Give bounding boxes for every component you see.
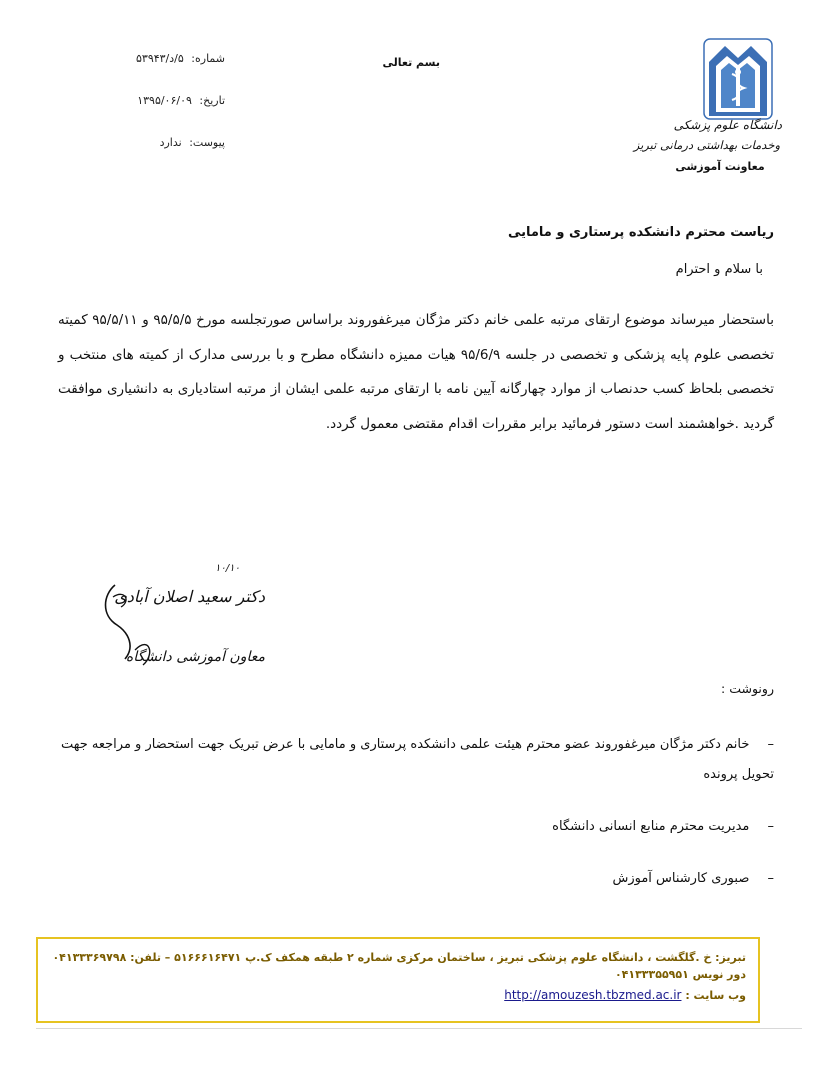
letter-number-value: ۵/د/۵۳۹۴۳ [136, 52, 184, 65]
letter-date-label: تاریخ: [199, 94, 225, 107]
signature-mark: ۱۰/۱۰ [215, 563, 240, 574]
cc-item-text: مدیریت محترم منابع انسانی دانشگاه [552, 819, 750, 834]
letter-number-label: شماره: [191, 52, 225, 65]
letter-date [85, 94, 225, 107]
cc-bullet: – [767, 819, 774, 834]
footer-address: تبریز: خ .گلگشت ، دانشگاه علوم پزشکی تبریز ، ساختمان مرکزی شماره ۲ طبقه همکف ک.پ ۵۱۶۶۶۱۶۴۷۱ – تلفن: ۰۴۱۳۳۳۶۹۷۹۸ دور نویس ۰۴۱۳۳۳۵۵۹۵۱ [52, 951, 746, 981]
greeting: با سلام و احترام [675, 262, 763, 277]
recipient: ریاست محترم دانشکده پرستاری و مامایی [507, 225, 774, 240]
bottom-divider [36, 1028, 802, 1029]
letter-attachment-value: ندارد [159, 136, 182, 149]
cc-label: رونوشت : [721, 681, 774, 696]
university-emblem-icon [703, 38, 773, 120]
letter-date-value: ۱۳۹۵/۰۶/۰۹ [137, 94, 192, 107]
signatory-title: معاون آموزشی دانشگاه [125, 649, 265, 665]
cc-item-1 [56, 730, 774, 790]
letter-attachment [85, 136, 225, 149]
cc-item-text: خانم دکتر مژگان میرغفوروند عضو محترم هیئت علمی دانشکده پرستاری و مامایی با عرض تبریک جهت استحضار و مراجعه جهت تحویل پرونده [60, 737, 774, 782]
cc-bullet: – [767, 871, 774, 886]
letter-number [85, 52, 225, 65]
footer-website-link[interactable]: http://amouzesh.tbzmed.ac.ir [504, 988, 682, 1002]
logo-university-name: دانشگاه علوم پزشکی [673, 118, 782, 132]
cc-bullet: – [767, 737, 774, 752]
basmala: بسم تعالی [382, 56, 440, 69]
cc-item-text: صبوری کارشناس آموزش [612, 871, 750, 886]
footer-text [52, 949, 746, 1004]
letter-attachment-label: پیوست: [189, 136, 225, 149]
signatory-name: دکتر سعید اصلان آبادی [114, 587, 265, 606]
department-name: معاونت آموزشی [675, 160, 765, 173]
university-logo [703, 38, 773, 120]
footer-website-label: وب سایت : [685, 989, 746, 1002]
footer-website-row [52, 987, 746, 1004]
footer-contact-box [36, 937, 760, 1023]
signature-stroke-icon [95, 555, 265, 685]
cc-item-3 [56, 864, 774, 894]
logo-university-subtitle: وخدمات بهداشتی درمانی تبریز [633, 138, 780, 152]
signature-block [95, 555, 265, 685]
cc-item-2 [56, 812, 774, 842]
letter-body: باستحضار میرساند موضوع ارتقای مرتبه علمی خانم دکتر مژگان میرغفوروند براساس صورتجلسه مورخ ۹۵/۵/۵ و ۹۵/۵/۱۱ کمیته تخصصی علوم پایه پزشکی و تخصصی در جلسه ۹۵/6/۹ هیات ممیزه دانشگاه مطرح و با بررسی مدارک از کمیته های منتخب و تخصصی بلحاظ کسب حدنصاب از موارد چهارگانه آیین نامه با ارتقای مرتبه علمی ایشان از مرتبه استادیاری به دانشیاری موافقت گردید .خواهشمند است دستور فرمائید برابر مقررات اقدام مقتضی معمول گردد. [58, 312, 774, 432]
